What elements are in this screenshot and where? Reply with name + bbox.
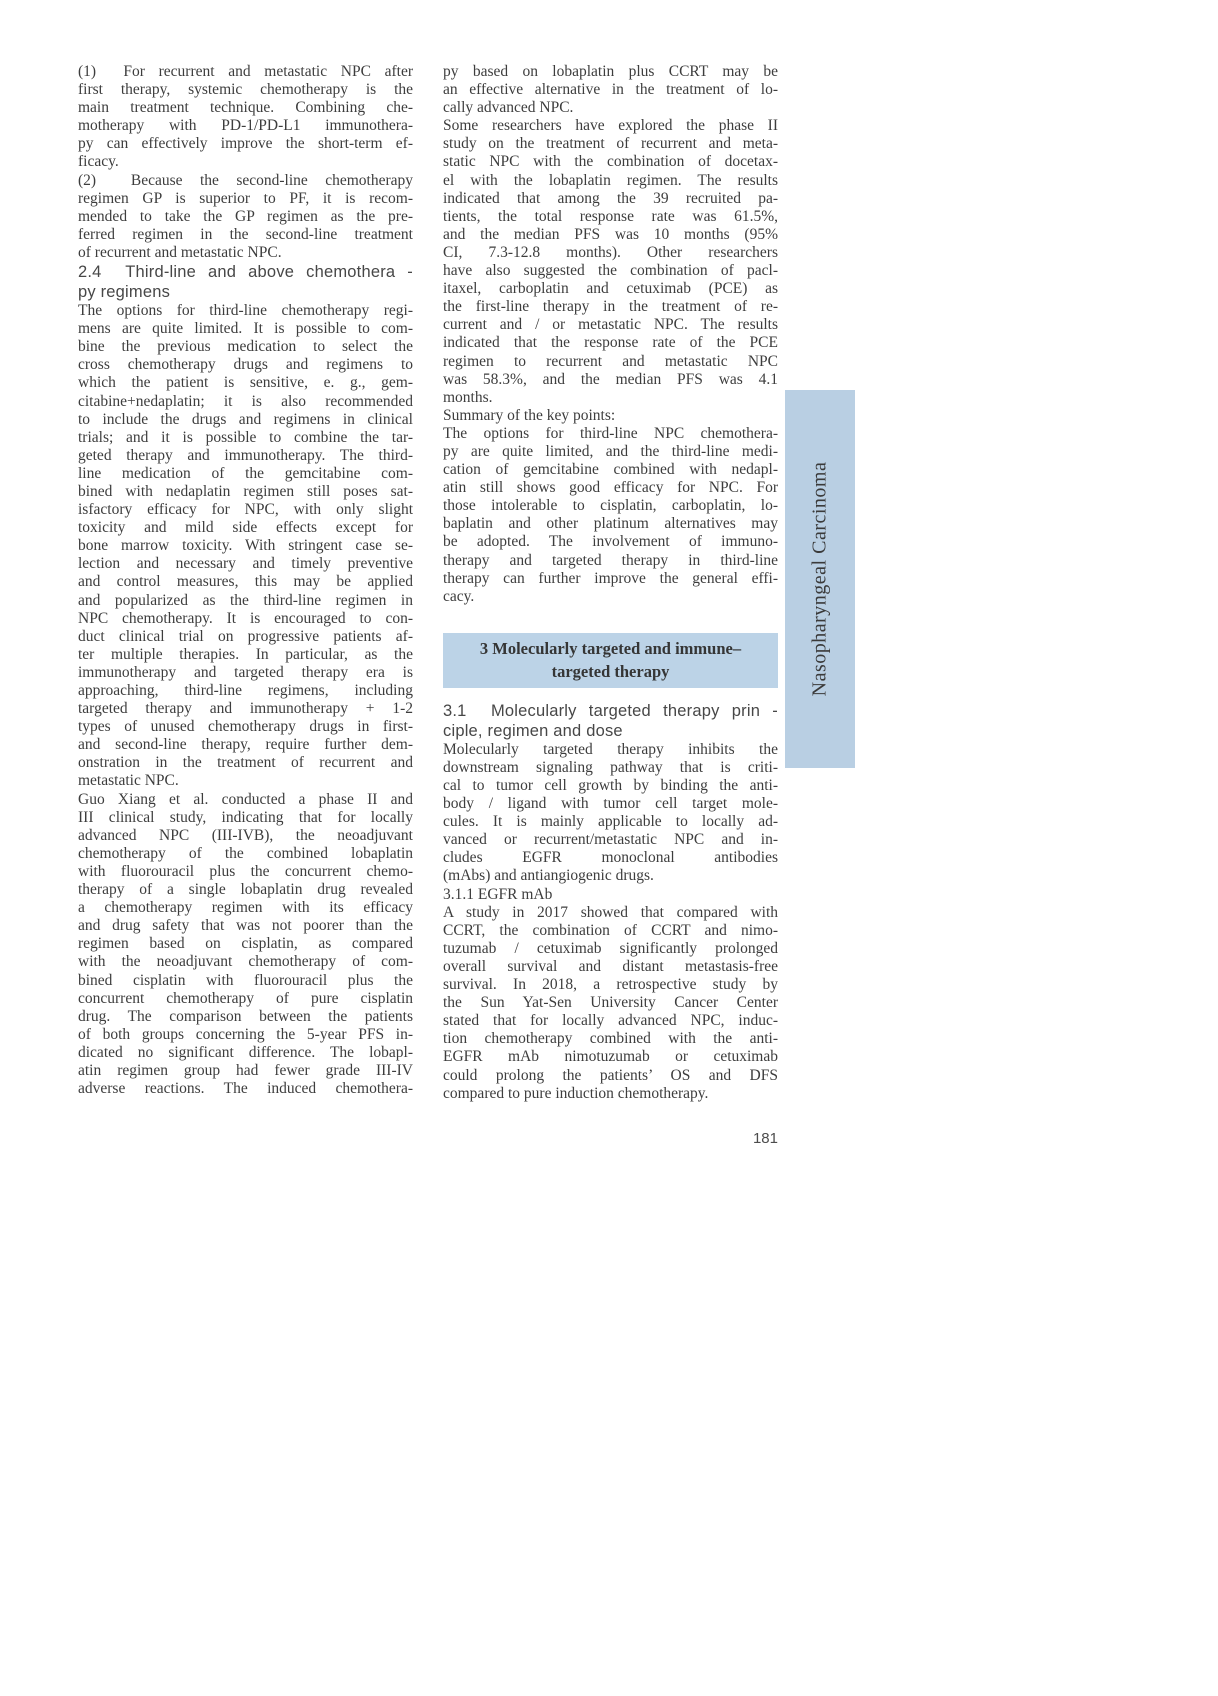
text-line: geted therapy and immunotherapy. The third- [78, 446, 413, 464]
text-line: ciple, regimen and dose [443, 721, 623, 740]
text-line: study on the treatment of recurrent and meta- [443, 135, 778, 153]
text-line: dicated no significant difference. The lobapl- [78, 1043, 413, 1061]
paragraph [443, 886, 778, 904]
text-line: static NPC with the combination of docetax- [443, 153, 778, 171]
text-line: and the median PFS was 10 months (95% [443, 225, 778, 243]
text-line: an effective alternative in the treatment of lo- [443, 81, 778, 99]
text-line: toxicity and mild side effects except for [78, 519, 413, 537]
text-line: regimen to recurrent and metastatic NPC [443, 352, 778, 370]
text-line: and popularized as the third-line regimen in [78, 591, 413, 609]
text-line: 3 Molecularly targeted and immune– [479, 638, 742, 658]
text-line: of recurrent and metastatic NPC. [78, 243, 282, 261]
text-line: months. [443, 388, 493, 406]
text-line: targeted therapy [551, 661, 670, 681]
text-line: bone marrow toxicity. With stringent case se- [78, 537, 413, 555]
text-line: py based on lobaplatin plus CCRT may be [443, 63, 778, 80]
text-line: with the neoadjuvant chemotherapy of com- [78, 953, 413, 971]
text-line: CCRT, the combination of CCRT and nimo- [443, 921, 778, 939]
text-line: and second-line therapy, require further dem- [78, 736, 413, 754]
text-line: and drug safety that was not poorer than the [78, 917, 413, 935]
text-line: Molecularly targeted therapy inhibits the [443, 740, 778, 758]
text-line: first therapy, systemic chemotherapy is the [78, 81, 413, 99]
text-line: ficacy. [78, 153, 119, 171]
text-line: bine the previous medication to select the [78, 338, 413, 356]
text-line: A study in 2017 showed that compared with [443, 903, 778, 921]
text-line: Guo Xiang et al. conducted a phase II and [78, 790, 413, 808]
chapter-thumb-tab [785, 390, 855, 768]
section-heading-box [443, 633, 778, 688]
text-line: those intolerable to cisplatin, carboplatin, lo- [443, 497, 778, 515]
text-line: adverse reactions. The induced chemothera- [78, 1080, 413, 1098]
text-line: atin still shows good efficacy for NPC. For [443, 479, 778, 497]
text-line: mens are quite limited. It is possible to com- [78, 320, 413, 338]
text-line: current and / or metastatic NPC. The results [443, 316, 778, 334]
text-line: types of unused chemotherapy drugs in first- [78, 718, 413, 736]
left-text-column [78, 63, 413, 1098]
text-line: therapy can further improve the general effi- [443, 569, 778, 587]
text-line: ferred regimen in the second-line treatment [78, 225, 413, 243]
text-line: which the patient is sensitive, e. g., gem- [78, 374, 413, 392]
text-line: targeted therapy and immunotherapy + 1-2 [78, 700, 413, 718]
paragraph [443, 904, 778, 1103]
text-line: and control measures, this may be applied [78, 573, 413, 591]
text-line: III clinical study, indicating that for locally [78, 808, 413, 826]
text-line: lection and necessary and timely preventive [78, 555, 413, 573]
text-line: isfactory efficacy for NPC, with only slight [78, 501, 413, 519]
text-line: chemotherapy of the combined lobaplatin [78, 844, 413, 862]
text-line: therapy and targeted therapy in third-line [443, 551, 778, 569]
text-line: immunotherapy and targeted therapy era is [78, 663, 413, 681]
text-line: itaxel, carboplatin and cetuximab (PCE) as [443, 280, 778, 298]
text-line: advanced NPC (III-IVB), the neoadjuvant [78, 826, 413, 844]
text-line: The options for third-line NPC chemothera- [443, 424, 778, 442]
paragraph [443, 63, 778, 117]
text-line: Summary of the key points: [443, 406, 616, 424]
text-line: with fluorouracil plus the concurrent chemo- [78, 862, 413, 880]
text-line: motherapy with PD-1/PD-L1 immunothera- [78, 117, 413, 135]
text-line: CI, 7.3-12.8 months). Other researchers [443, 243, 778, 261]
text-line: a chemotherapy regimen with its efficacy [78, 899, 413, 917]
text-line: py regimens [78, 283, 171, 302]
text-line: downstream signaling pathway that is criti- [443, 758, 778, 776]
text-line: main treatment technique. Combining che- [78, 99, 413, 117]
text-line: citabine+nedaplatin; it is also recommended [78, 392, 413, 410]
text-line: mended to take the GP regimen as the pre- [78, 207, 413, 225]
text-line: stated that for locally advanced NPC, induc- [443, 1012, 778, 1030]
text-line: regimen GP is superior to PF, it is recom- [78, 189, 413, 207]
text-line: py can effectively improve the short-term ef- [78, 135, 413, 153]
text-line: baplatin and other platinum alternatives may [443, 515, 778, 533]
text-line: therapy of a single lobaplatin drug revealed [78, 881, 413, 899]
text-line: cludes EGFR monoclonal antibodies [443, 849, 778, 867]
text-line: atin regimen group had fewer grade III-IV [78, 1061, 413, 1079]
text-line: regimen based on cisplatin, as compared [78, 935, 413, 953]
subsection-heading [443, 701, 778, 741]
text-line: survival. In 2018, a retrospective study by [443, 976, 778, 994]
text-line: vanced or recurrent/metastatic NPC and in- [443, 831, 778, 849]
text-line: 2.4 Third-line and above chemothera - [78, 263, 413, 282]
text-line: be adopted. The involvement of immuno- [443, 533, 778, 551]
text-line: line medication of the gemcitabine com- [78, 464, 413, 482]
paragraph [443, 741, 778, 886]
text-line: (2) Because the second-line chemotherapy [78, 171, 413, 189]
text-line: bined cisplatin with fluorouracil plus the [78, 971, 413, 989]
text-line: bined with nedaplatin regimen still poses sat- [78, 482, 413, 500]
text-line: el with the lobaplatin regimen. The results [443, 171, 778, 189]
text-line: was 58.3%, and the median PFS was 4.1 [443, 370, 778, 388]
text-line: overall survival and distant metastasis-free [443, 957, 778, 975]
text-line: tuzumab / cetuximab significantly prolonged [443, 939, 778, 957]
text-line: cacy. [443, 587, 475, 605]
paragraph [78, 791, 413, 1099]
text-line: cation of gemcitabine combined with nedapl- [443, 461, 778, 479]
paragraph [443, 117, 778, 407]
text-line: trials; and it is possible to combine the tar- [78, 428, 413, 446]
text-line: The options for third-line chemotherapy regi- [78, 302, 413, 320]
paragraph [78, 302, 413, 791]
text-line: (mAbs) and antiangiogenic drugs. [443, 867, 654, 885]
text-line: 3.1.1 EGFR mAb [443, 885, 553, 903]
text-line: cal to tumor cell growth by binding the anti- [443, 777, 778, 794]
text-line: tion chemotherapy combined with the anti- [443, 1030, 778, 1048]
paragraph [78, 63, 413, 172]
text-line: onstration in the treatment of recurrent and [78, 754, 413, 772]
text-line: drug. The comparison between the patients [78, 1007, 413, 1025]
paragraph [443, 407, 778, 425]
text-line: the first-line therapy in the treatment of re- [443, 298, 778, 316]
text-line: compared to pure induction chemotherapy. [443, 1084, 709, 1102]
text-line: could prolong the patients’ OS and DFS [443, 1066, 778, 1084]
paragraph [443, 425, 778, 606]
text-line: concurrent chemotherapy of pure cisplatin [78, 989, 413, 1007]
text-line: NPC chemotherapy. It is encouraged to con- [78, 609, 413, 627]
chapter-thumb-tab-label: Nasopharyngeal Carcinoma [808, 461, 831, 697]
text-line: of both groups concerning the 5-year PFS in- [78, 1025, 413, 1043]
text-line: ter multiple therapies. In particular, as the [78, 645, 413, 663]
text-line: 3.1 Molecularly targeted therapy prin - [443, 701, 778, 720]
text-line: duct clinical trial on progressive patients af- [78, 627, 413, 645]
text-line: the Sun Yat-Sen University Cancer Center [443, 994, 778, 1012]
text-line: indicated that the response rate of the PCE [443, 334, 778, 352]
text-line: tients, the total response rate was 61.5%, [443, 207, 778, 225]
text-line: cules. It is mainly applicable to locally ad- [443, 813, 778, 831]
page-number: 181 [752, 1130, 778, 1147]
text-line: to include the drugs and regimens in clinical [78, 410, 413, 428]
right-text-column [443, 63, 778, 1103]
subsection-heading [78, 262, 413, 302]
text-line: EGFR mAb nimotuzumab or cetuximab [443, 1048, 778, 1066]
text-line: indicated that among the 39 recruited pa- [443, 189, 778, 207]
text-line: py are quite limited, and the third-line medi- [443, 442, 778, 460]
paragraph [78, 172, 413, 262]
text-line: approaching, third-line regimens, including [78, 682, 413, 699]
text-line: have also suggested the combination of pacl- [443, 262, 778, 280]
text-line: cross chemotherapy drugs and regimens to [78, 356, 413, 374]
text-line: (1) For recurrent and metastatic NPC after [78, 63, 413, 80]
text-line: cally advanced NPC. [443, 99, 574, 117]
text-line: metastatic NPC. [78, 772, 179, 790]
text-line: body / ligand with tumor cell target mole- [443, 795, 778, 813]
text-line: Some researchers have explored the phase II [443, 117, 778, 135]
